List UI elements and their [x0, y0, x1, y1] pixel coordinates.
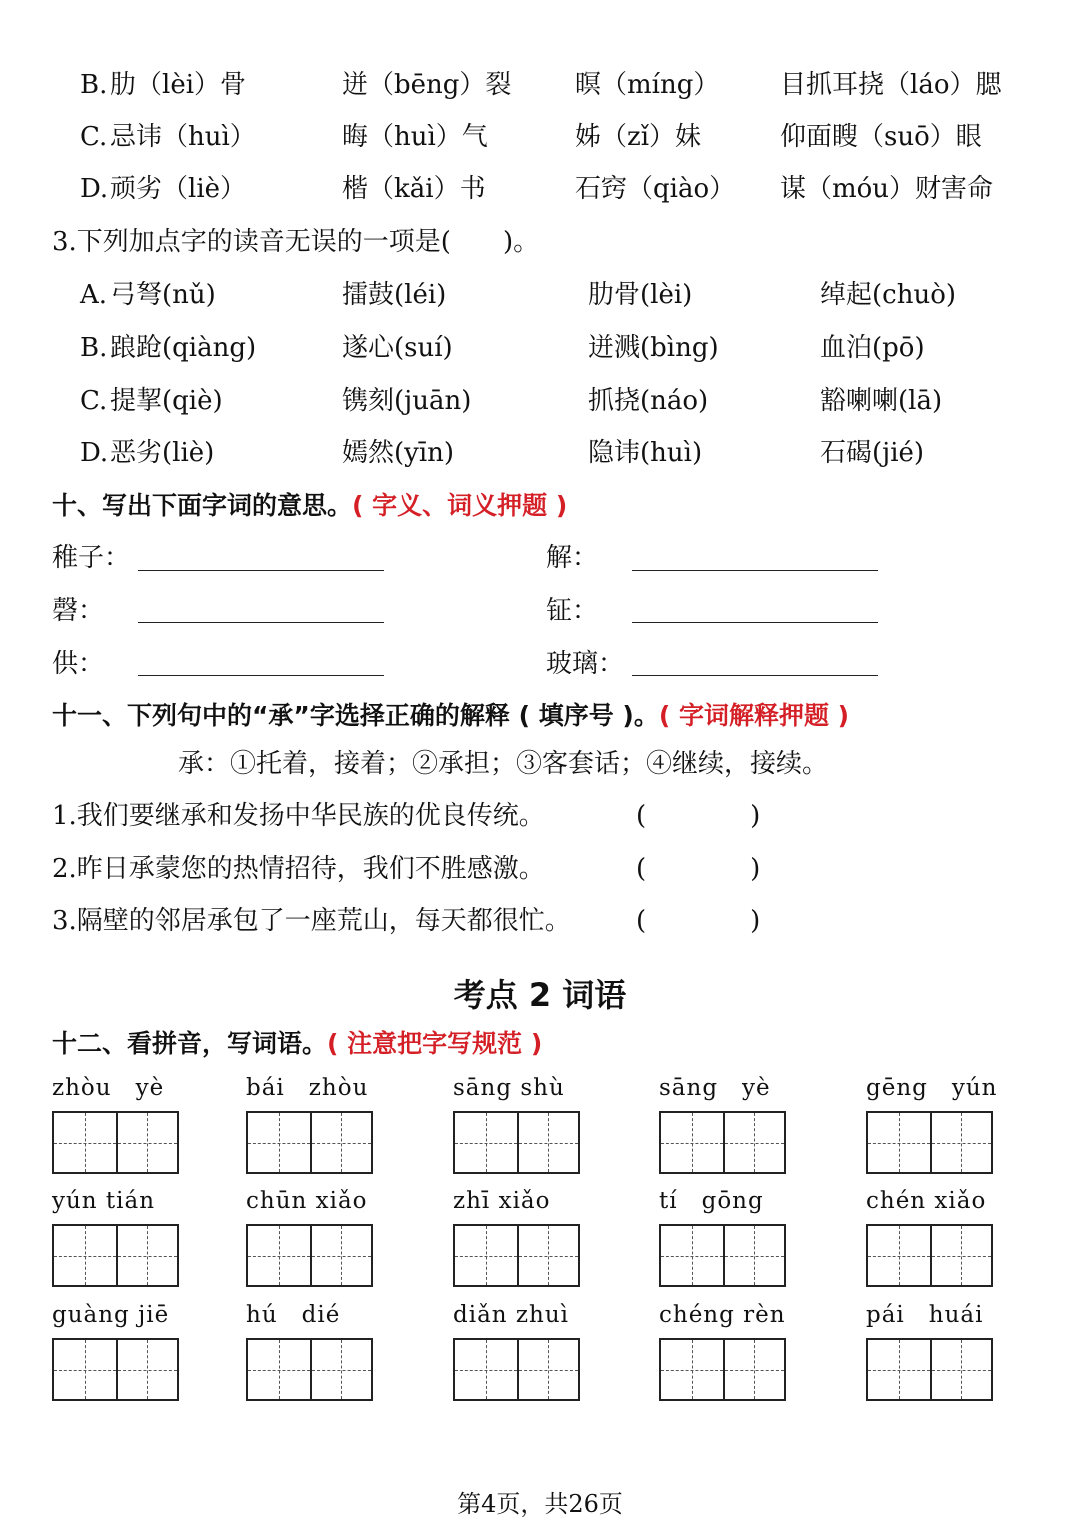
q3-c-label: C.	[80, 386, 108, 416]
answer-line[interactable]	[632, 622, 878, 623]
guide-dashed-horizontal	[661, 1370, 723, 1371]
q3-d-item: 恶劣(liè)	[110, 438, 215, 468]
tianzige-cell[interactable]	[310, 1226, 372, 1285]
tianzige-cell[interactable]	[930, 1113, 992, 1172]
guide-dashed-horizontal	[312, 1370, 372, 1371]
answer-line[interactable]	[138, 570, 384, 571]
tianzige-box[interactable]	[659, 1224, 786, 1287]
q3-a-item: 擂鼓(léi)	[342, 280, 447, 310]
tianzige-cell[interactable]	[248, 1113, 310, 1172]
tianzige-cell[interactable]	[661, 1340, 723, 1399]
q2-d-item: 顽劣（liè）	[110, 174, 247, 204]
page-footer: 第4页，共26页	[457, 1490, 623, 1518]
pinyin-label: sāng shù	[453, 1075, 565, 1101]
answer-paren[interactable]: ( )	[636, 854, 761, 884]
answer-line[interactable]	[632, 675, 878, 676]
tianzige-cell[interactable]	[455, 1226, 517, 1285]
q3-a-label: A.	[80, 280, 108, 310]
tianzige-cell[interactable]	[248, 1340, 310, 1399]
guide-dashed-horizontal	[248, 1256, 310, 1257]
tianzige-cell[interactable]	[248, 1226, 310, 1285]
word-label: 稚子：	[52, 543, 131, 573]
section-11-heading: 十一、下列句中的“承”字选择正确的解释 ( 填序号 )。	[52, 701, 659, 730]
answer-line[interactable]	[138, 675, 384, 676]
pinyin-label: bái zhòu	[246, 1075, 369, 1101]
pinyin-label: diǎn zhuì	[453, 1302, 570, 1328]
q2-c-item: 仰面瞍（suō）眼	[780, 122, 982, 152]
guide-dashed-horizontal	[725, 1256, 785, 1257]
tianzige-box[interactable]	[52, 1111, 179, 1174]
pinyin-label: hú dié	[246, 1302, 341, 1328]
tianzige-box[interactable]	[52, 1338, 179, 1401]
tianzige-cell[interactable]	[930, 1340, 992, 1399]
q2-d-label: D.	[80, 174, 109, 204]
q3-d-item: 隐讳(huì)	[588, 438, 703, 468]
answer-paren[interactable]: ( )	[636, 906, 761, 936]
section-10-heading: 十、写出下面字词的意思。	[52, 491, 353, 520]
guide-dashed-horizontal	[868, 1143, 930, 1144]
kaodian-heading: 考点 2 词语	[453, 976, 627, 1014]
tianzige-box[interactable]	[659, 1111, 786, 1174]
guide-dashed-horizontal	[932, 1256, 992, 1257]
section-10-title	[52, 489, 567, 523]
tianzige-cell[interactable]	[455, 1340, 517, 1399]
tianzige-cell[interactable]	[723, 1340, 785, 1399]
tianzige-cell[interactable]	[517, 1340, 579, 1399]
answer-paren[interactable]: ( )	[636, 801, 761, 831]
tianzige-box[interactable]	[246, 1338, 373, 1401]
guide-dashed-horizontal	[519, 1370, 579, 1371]
pinyin-label: zhī xiǎo	[453, 1188, 551, 1214]
q3-b-item: 血泊(pō)	[820, 333, 925, 363]
guide-dashed-horizontal	[661, 1143, 723, 1144]
q3-b-item: 迸溅(bìng)	[588, 333, 719, 363]
guide-dashed-horizontal	[932, 1370, 992, 1371]
word-label: 解：	[546, 543, 599, 573]
section-11-title	[52, 699, 849, 733]
q3-d-item: 嫣然(yīn)	[342, 438, 455, 468]
section-11-tag: ( 字词解释押题 )	[658, 701, 850, 730]
cheng-definition: 承：①托着，接着；②承担；③客套话；④继续，接续。	[178, 749, 829, 779]
tianzige-box[interactable]	[453, 1111, 580, 1174]
sentence: 2.昨日承蒙您的热情招待，我们不胜感激。	[52, 854, 545, 884]
word-label: 供：	[52, 649, 105, 679]
q3-a-item: 肋骨(lèi)	[588, 280, 693, 310]
sentence: 3.隔壁的邻居承包了一座荒山，每天都很忙。	[52, 906, 571, 936]
guide-dashed-horizontal	[725, 1143, 785, 1144]
q2-c-item: 姊（zǐ）妹	[575, 122, 702, 152]
section-12-heading: 十二、看拼音，写词语。	[52, 1029, 328, 1058]
word-label: 玻璃：	[546, 649, 625, 679]
tianzige-cell[interactable]	[868, 1113, 930, 1172]
guide-dashed-horizontal	[118, 1256, 178, 1257]
tianzige-box[interactable]	[866, 1224, 993, 1287]
q2-c-item: 忌讳（huì）	[110, 122, 256, 152]
pinyin-label: guàng jiē	[52, 1302, 170, 1328]
q3-a-item: 绰起(chuò)	[820, 280, 956, 310]
q3-b-item: 踉跄(qiàng)	[110, 333, 257, 363]
guide-dashed-horizontal	[868, 1256, 930, 1257]
tianzige-cell[interactable]	[868, 1226, 930, 1285]
tianzige-box[interactable]	[52, 1224, 179, 1287]
pinyin-label: gēng yún	[866, 1075, 998, 1101]
tianzige-cell[interactable]	[661, 1113, 723, 1172]
tianzige-box[interactable]	[453, 1338, 580, 1401]
section-12-tag: ( 注意把字写规范 )	[327, 1029, 543, 1058]
tianzige-box[interactable]	[453, 1224, 580, 1287]
tianzige-cell[interactable]	[54, 1113, 116, 1172]
pinyin-label: yún tián	[52, 1188, 156, 1214]
tianzige-box[interactable]	[659, 1338, 786, 1401]
tianzige-cell[interactable]	[661, 1226, 723, 1285]
pinyin-label: pái huái	[866, 1302, 984, 1328]
guide-dashed-horizontal	[725, 1370, 785, 1371]
word-label: 磬：	[52, 596, 105, 626]
guide-dashed-horizontal	[54, 1370, 116, 1371]
section-12-title	[52, 1027, 542, 1061]
tianzige-cell[interactable]	[310, 1113, 372, 1172]
q2-c-item: 晦（huì）气	[342, 122, 488, 152]
q3-c-item: 抓挠(náo)	[588, 386, 709, 416]
answer-line[interactable]	[138, 622, 384, 623]
tianzige-cell[interactable]	[54, 1226, 116, 1285]
word-label: 钲：	[546, 596, 599, 626]
q2-c-label: C.	[80, 122, 108, 152]
tianzige-cell[interactable]	[517, 1226, 579, 1285]
q2-b-item: 目抓耳挠（láo）腮	[780, 70, 1002, 100]
guide-dashed-horizontal	[248, 1143, 310, 1144]
tianzige-cell[interactable]	[723, 1113, 785, 1172]
tianzige-cell[interactable]	[930, 1226, 992, 1285]
q3-a-item: 弓弩(nǔ)	[110, 280, 216, 310]
q2-d-item: 楷（kǎi）书	[342, 174, 486, 204]
guide-dashed-horizontal	[118, 1143, 178, 1144]
guide-dashed-horizontal	[312, 1256, 372, 1257]
q2-b-label: B.	[80, 70, 108, 100]
tianzige-cell[interactable]	[54, 1340, 116, 1399]
guide-dashed-horizontal	[312, 1143, 372, 1144]
q3-title: 3.下列加点字的读音无误的一项是( )。	[52, 227, 540, 257]
tianzige-cell[interactable]	[116, 1113, 178, 1172]
tianzige-cell[interactable]	[517, 1113, 579, 1172]
q2-b-item: 迸（bēng）裂	[342, 70, 512, 100]
guide-dashed-horizontal	[519, 1256, 579, 1257]
guide-dashed-horizontal	[54, 1256, 116, 1257]
pinyin-label: chūn xiǎo	[246, 1188, 368, 1214]
q2-d-item: 谋（móu）财害命	[780, 174, 994, 204]
q3-c-item: 镌刻(juān)	[342, 386, 472, 416]
tianzige-box[interactable]	[866, 1111, 993, 1174]
q2-b-item: 肋（lèi）骨	[110, 70, 247, 100]
pinyin-label: chén xiǎo	[866, 1188, 987, 1214]
guide-dashed-horizontal	[455, 1370, 517, 1371]
guide-dashed-horizontal	[248, 1370, 310, 1371]
guide-dashed-horizontal	[455, 1143, 517, 1144]
q2-d-item: 石窍（qiào）	[575, 174, 736, 204]
q3-d-item: 石碣(jié)	[820, 438, 925, 468]
q3-c-item: 提挈(qiè)	[110, 386, 223, 416]
tianzige-box[interactable]	[866, 1338, 993, 1401]
guide-dashed-horizontal	[118, 1370, 178, 1371]
sentence: 1.我们要继承和发扬中华民族的优良传统。	[52, 801, 545, 831]
q3-c-item: 豁喇喇(lā)	[820, 386, 943, 416]
tianzige-cell[interactable]	[868, 1340, 930, 1399]
guide-dashed-horizontal	[661, 1256, 723, 1257]
guide-dashed-horizontal	[54, 1143, 116, 1144]
tianzige-cell[interactable]	[116, 1226, 178, 1285]
guide-dashed-horizontal	[519, 1143, 579, 1144]
q3-b-label: B.	[80, 333, 108, 363]
tianzige-cell[interactable]	[310, 1340, 372, 1399]
pinyin-label: chéng rèn	[659, 1302, 786, 1328]
q3-d-label: D.	[80, 438, 109, 468]
pinyin-label: sāng yè	[659, 1075, 771, 1101]
tianzige-cell[interactable]	[116, 1340, 178, 1399]
section-10-tag: ( 字义、词义押题 )	[352, 491, 568, 520]
tianzige-cell[interactable]	[723, 1226, 785, 1285]
tianzige-box[interactable]	[246, 1224, 373, 1287]
guide-dashed-horizontal	[868, 1370, 930, 1371]
tianzige-box[interactable]	[246, 1111, 373, 1174]
q3-b-item: 遂心(suí)	[342, 333, 453, 363]
guide-dashed-horizontal	[932, 1143, 992, 1144]
guide-dashed-horizontal	[455, 1256, 517, 1257]
answer-line[interactable]	[632, 570, 878, 571]
q2-b-item: 暝（míng）	[575, 70, 720, 100]
pinyin-label: tí gōng	[659, 1188, 764, 1214]
pinyin-label: zhòu yè	[52, 1075, 165, 1101]
tianzige-cell[interactable]	[455, 1113, 517, 1172]
